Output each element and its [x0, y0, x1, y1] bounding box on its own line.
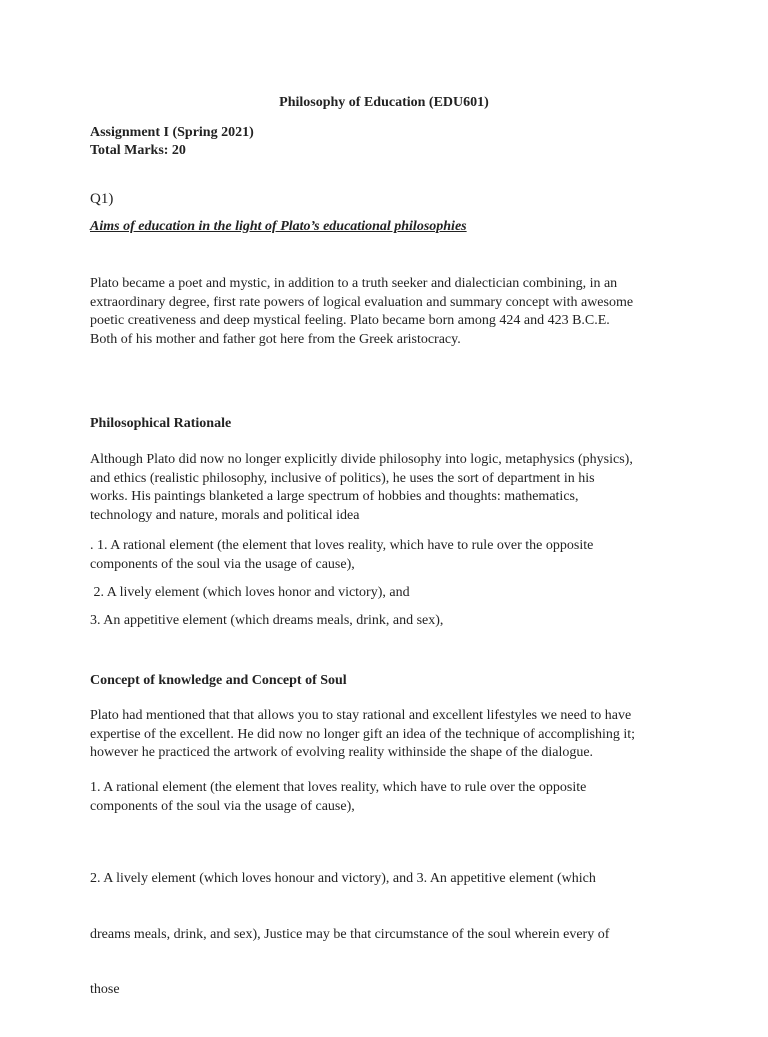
list-item [90, 779, 690, 816]
rationale-paragraph [90, 451, 690, 525]
intro-line: Plato became a poet and mystic, in addition to a truth seeker and dialectician combining, in an [90, 276, 618, 291]
list-item: 3. An appetitive element (which dreams meals, drink, and sex), [90, 613, 444, 628]
list-item-line: 2. A lively element (which loves honour and victory), and 3. An appetitive element (which [90, 871, 596, 886]
list-item-line: dreams meals, drink, and sex), Justice may be that circumstance of the soul wherein every of [90, 926, 610, 942]
section-heading-rationale: Philosophical Rationale [90, 416, 232, 431]
list-item-line: components of the soul via the usage of cause), [90, 556, 355, 572]
intro-paragraph [90, 275, 690, 349]
intro-line: extraordinary degree, first rate powers of logical evaluation and summary concept with awesome [90, 294, 634, 310]
list-item [90, 833, 690, 1037]
total-marks: Total Marks: 20 [90, 143, 186, 158]
section-heading-knowledge-soul: Concept of knowledge and Concept of Soul [90, 673, 347, 688]
paragraph-line: works. His paintings blanketed a large spectrum of hobbies and thoughts: mathematics, [90, 489, 579, 504]
paragraph-line: however he practiced the artwork of evolving reality withinside the shape of the dialogue. [90, 745, 594, 760]
list-item-line: those [90, 982, 120, 997]
list-item: 2. A lively element (which loves honor and victory), and [90, 585, 410, 600]
list-item-line: . 1. A rational element (the element that loves reality, which have to rule over the opposite [90, 538, 594, 553]
assignment-label: Assignment I (Spring 2021) [90, 125, 254, 140]
intro-line: poetic creativeness and deep mystical feeling. Plato became born among 424 and 423 B.C.E. [90, 313, 610, 328]
paragraph-line: Although Plato did now no longer explicitly divide philosophy into logic, metaphysics (physics), [90, 452, 633, 467]
document-title: Philosophy of Education (EDU601) [279, 95, 489, 110]
paragraph-line: and ethics (realistic philosophy, inclusive of politics), he uses the sort of department in his [90, 470, 595, 486]
question-number: Q1) [90, 191, 114, 207]
list-item-line: 1. A rational element (the element that loves reality, which have to rule over the opposite [90, 780, 587, 795]
paragraph-line: expertise of the excellent. He did now no longer gift an idea of the technique of accomplishing it; [90, 726, 636, 742]
list-item-line: components of the soul via the usage of cause), [90, 798, 355, 814]
paragraph-line: technology and nature, morals and political idea [90, 507, 360, 523]
topic-heading: Aims of education in the light of Plato’s educational philosophies [90, 219, 467, 234]
knowledge-paragraph [90, 707, 690, 763]
list-item [90, 537, 690, 574]
paragraph-line: Plato had mentioned that that allows you to stay rational and excellent lifestyles we need to have [90, 708, 632, 723]
intro-line: Both of his mother and father got here from the Greek aristocracy. [90, 331, 461, 347]
